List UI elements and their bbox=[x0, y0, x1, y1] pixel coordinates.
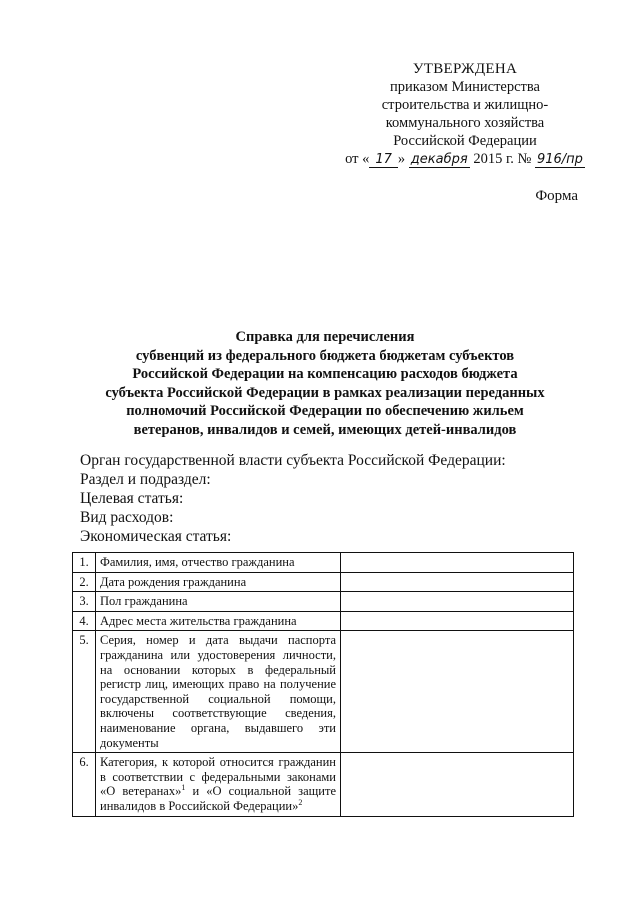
document-title bbox=[90, 328, 560, 439]
row-value-cell bbox=[341, 572, 574, 592]
approval-line-4: Российской Федерации bbox=[393, 133, 537, 149]
row-number: 6. bbox=[73, 753, 96, 816]
row-value-cell bbox=[341, 592, 574, 612]
title-line-3: Российской Федерации на компенсацию расходов бюджета bbox=[132, 366, 518, 382]
row-number: 3. bbox=[73, 592, 96, 612]
date-prefix: от « bbox=[345, 151, 370, 167]
field-expense-type: Вид расходов: bbox=[80, 509, 174, 526]
citizen-data-table bbox=[72, 552, 574, 817]
date-day-handwritten: 17 bbox=[369, 152, 398, 168]
table-row bbox=[73, 753, 574, 816]
row-value-cell bbox=[341, 631, 574, 753]
row-number: 2. bbox=[73, 572, 96, 592]
row-label: Дата рождения гражданина bbox=[96, 572, 341, 592]
field-target-article: Целевая статья: bbox=[80, 490, 184, 507]
row-label-part-2: и «О социальной защите инвалидов в Российской Федерации» bbox=[100, 784, 336, 813]
row-number: 1. bbox=[73, 553, 96, 573]
table-row bbox=[73, 611, 574, 631]
table-row bbox=[73, 631, 574, 753]
field-economic-article: Экономическая статья: bbox=[80, 528, 232, 545]
form-label: Форма bbox=[535, 188, 578, 204]
title-line-1: Справка для перечисления bbox=[235, 329, 415, 345]
field-section: Раздел и подраздел: bbox=[80, 471, 211, 488]
row-number: 5. bbox=[73, 631, 96, 753]
row-value-cell bbox=[341, 611, 574, 631]
approval-line-2: строительства и жилищно- bbox=[381, 97, 549, 113]
approval-block bbox=[330, 60, 600, 169]
title-line-5: полномочий Российской Федерации по обеспечению жильем bbox=[126, 403, 524, 419]
row-label: Адрес места жительства гражданина bbox=[96, 611, 341, 631]
date-year: 2015 г. № bbox=[473, 151, 532, 167]
field-authority: Орган государственной власти субъекта Российской Федерации: bbox=[80, 452, 506, 469]
row-label: Серия, номер и дата выдачи паспорта гражданина или удостоверения личности, на основании которых в федеральный регистр лиц, имеющих право на получение государственной социальной помощи, включены соответствующие сведения, наименование органа, выдавшего эти документы bbox=[96, 631, 341, 753]
row-value-cell bbox=[341, 553, 574, 573]
title-line-6: ветеранов, инвалидов и семей, имеющих детей-инвалидов bbox=[133, 421, 517, 438]
header-fields bbox=[80, 451, 506, 546]
row-label bbox=[96, 753, 341, 816]
title-line-2: субвенций из федерального бюджета бюджетам субъектов bbox=[135, 347, 515, 364]
row-label: Пол гражданина bbox=[96, 592, 341, 612]
date-quote-close: » bbox=[397, 151, 406, 167]
row-value-cell bbox=[341, 753, 574, 816]
title-line-4: субъекта Российской Федерации в рамках реализации переданных bbox=[105, 384, 545, 401]
footnote-1-marker: 1 bbox=[181, 783, 186, 793]
order-number-handwritten: 916/пр bbox=[536, 152, 583, 167]
approval-date-line bbox=[330, 150, 600, 169]
row-number: 4. bbox=[73, 611, 96, 631]
row-label-part-1: Категория, к которой относится гражданин в соответствии с федеральными законами «О ветеранах» bbox=[100, 755, 336, 799]
table-row bbox=[73, 592, 574, 612]
table-row bbox=[73, 553, 574, 573]
approval-line-1: приказом Министерства bbox=[390, 79, 540, 95]
approval-heading: УТВЕРЖДЕНА bbox=[412, 61, 518, 77]
footnote-2-marker: 2 bbox=[298, 797, 303, 807]
table-row bbox=[73, 572, 574, 592]
date-month-handwritten: декабря bbox=[410, 152, 468, 167]
row-label: Фамилия, имя, отчество гражданина bbox=[96, 553, 341, 573]
approval-line-3: коммунального хозяйства bbox=[385, 115, 545, 131]
